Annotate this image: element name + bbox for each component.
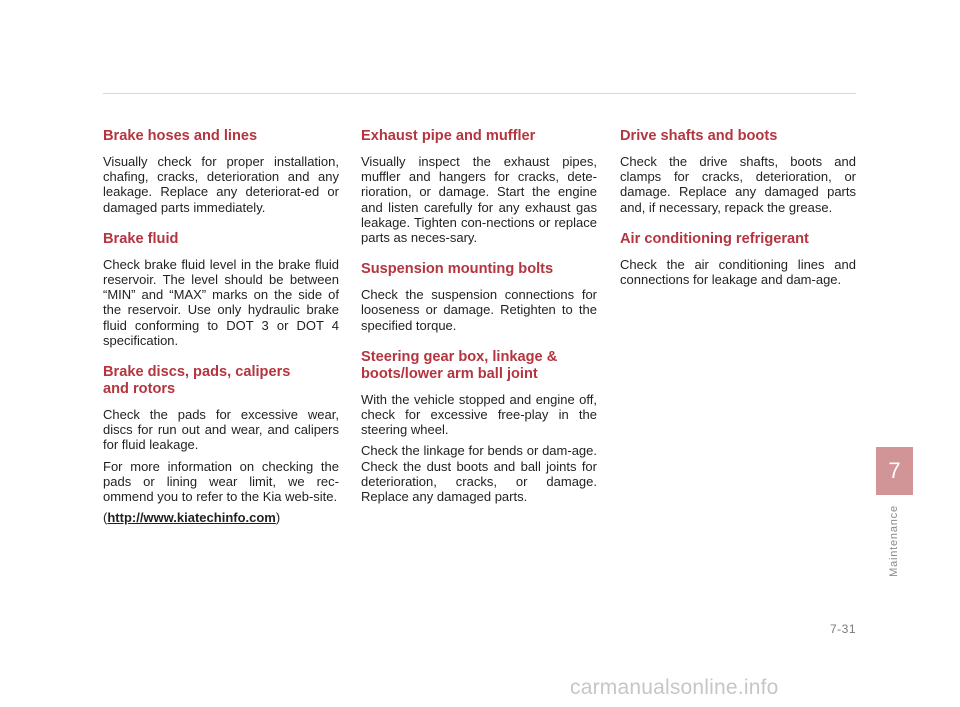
section-suspension — [361, 261, 597, 333]
heading-drive-shafts: Drive shafts and boots — [620, 128, 778, 144]
section-exhaust — [361, 128, 597, 245]
header-rule — [103, 93, 856, 94]
paragraph-brake-hoses: Visually check for proper installation, chafing, cracks, deterioration and any leakage. Replace any deteriorat-ed or damaged parts immediately. — [103, 154, 339, 215]
paragraph-air-conditioning: Check the air conditioning lines and connections for leakage and dam-age. — [620, 256, 856, 288]
heading-exhaust: Exhaust pipe and muffler — [361, 128, 536, 144]
paragraph-suspension: Check the suspension connections for looseness or damage. Retighten to the specified torque. — [361, 287, 597, 333]
paragraph-drive-shafts: Check the drive shafts, boots and clamps for cracks, deterioration, or damage. Replace any damaged parts and, if necessary, repack the grease. — [620, 154, 856, 215]
column-middle — [361, 128, 597, 520]
heading-brake-discs-line1: Brake discs, pads, calipers — [103, 364, 291, 381]
section-brake-discs — [103, 364, 339, 525]
paragraph-brake-discs-website: For more information on checking the pads or lining wear limit, we rec-ommend you to refer to the Kia web-site. — [103, 458, 339, 505]
paragraph-exhaust: Visually inspect the exhaust pipes, muffler and hangers for cracks, dete-rioration, or damage. Start the engine and listen carefully for any exhaust gas leakage. Tighten con-nections or replace parts as neces-sary. — [361, 154, 597, 246]
heading-steering-line1: Steering gear box, linkage & — [361, 348, 558, 365]
paragraph-brake-fluid: Check brake fluid level in the brake fluid reservoir. The level should be between “MIN” and “MAX” marks on the side of the reservoir. Use only hydraulic brake fluid conforming to DOT 3 or DOT 4 specification. — [103, 256, 339, 348]
section-steering — [361, 349, 597, 504]
chapter-tab: 7 — [876, 447, 913, 495]
heading-steering — [361, 349, 597, 383]
page-number: 7-31 — [829, 622, 856, 636]
heading-suspension: Suspension mounting bolts — [361, 261, 554, 278]
section-brake-fluid — [103, 231, 339, 348]
heading-steering-line2: boots/lower arm ball joint — [361, 365, 538, 382]
chapter-label-container — [875, 500, 913, 582]
column-right — [620, 128, 856, 303]
kia-techinfo-link[interactable]: http://www.kiatechinfo.com — [107, 510, 276, 526]
heading-brake-hoses: Brake hoses and lines — [103, 128, 258, 144]
chapter-label: Maintenance — [888, 505, 900, 577]
section-air-conditioning — [620, 231, 856, 287]
paragraph-kia-link — [103, 510, 339, 525]
section-drive-shafts — [620, 128, 856, 215]
heading-brake-discs-line2: and rotors — [103, 381, 176, 398]
heading-brake-discs — [103, 364, 339, 398]
heading-air-conditioning: Air conditioning refrigerant — [620, 230, 809, 247]
column-left — [103, 128, 339, 541]
section-brake-hoses — [103, 128, 339, 215]
link-close-paren: ) — [275, 510, 281, 526]
paragraph-steering-linkage: Check the linkage for bends or dam-age. Check the dust boots and ball joints for deterioration, cracks, or damage. Replace any damaged parts. — [361, 443, 597, 505]
heading-brake-fluid: Brake fluid — [103, 230, 179, 247]
watermark: carmanualsonline.info — [570, 676, 779, 699]
link-open-paren: ( — [103, 510, 108, 526]
paragraph-brake-discs-wear: Check the pads for excessive wear, discs for run out and wear, and calipers for fluid leakage. — [103, 407, 339, 453]
paragraph-steering-freeplay: With the vehicle stopped and engine off, check for excessive free-play in the steering wheel. — [361, 391, 597, 438]
